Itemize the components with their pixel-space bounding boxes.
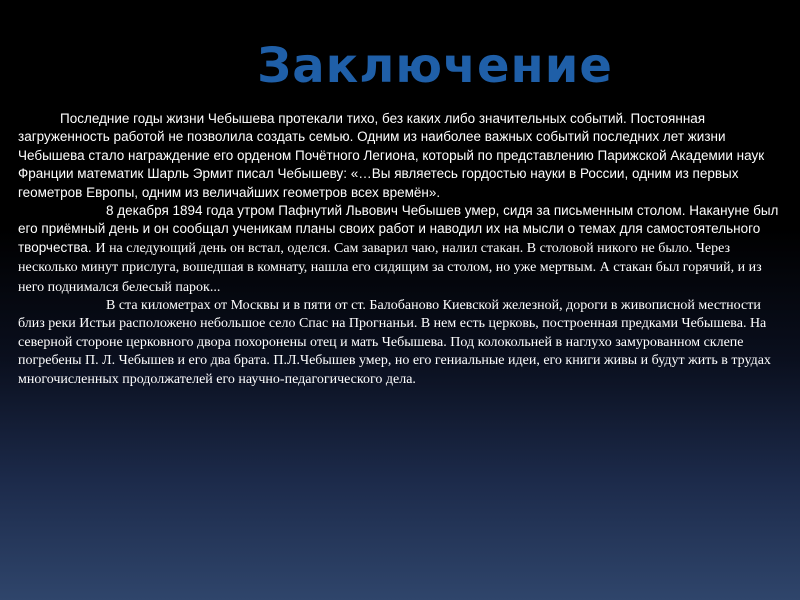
- slide-body: [18, 110, 782, 389]
- paragraph-death-serif: И на следующий день он встал, оделся. Сам заварил чаю, налил стакан. В столовой никого не было. Через несколько минут прислуга, вошедшая в комнату, нашла его сидящим за столом, но уже мертвым. А стакан был горячий, и из него поднимался белесый парок...: [18, 240, 762, 295]
- paragraph-last-years: Последние годы жизни Чебышева протекали тихо, без каких либо значительных событий. Постоянная загруженность работой не позволила создать семью. Одним из наиболее важных событий последних лет жизни Чебышева стало награждение его орденом Почётного Легиона, который по представлению Парижской Академии наук Франции математик Шарль Эрмит писал Чебышеву: «…Вы являетесь гордостью науки в России, одним из первых геометров Европы, одним из величайших геометров всех времён».: [18, 111, 765, 200]
- paragraph-death-sans: 8 декабря 1894 года утром Пафнутий Львович Чебышев умер, сидя за письменным столом. Накануне был его приёмный день и он сообщал ученикам планы своих работ и наводил их на мысли о темах для самостоятельного творчества.: [18, 203, 779, 255]
- slide-title: Заключение: [257, 38, 613, 94]
- paragraph-death: [18, 202, 782, 297]
- paragraph-burial: В ста километрах от Москвы и в пяти от ст. Балобаново Киевской железной, дороги в живописной местности близ реки Истьи расположено небольшое село Спас на Прогнаньи. В нем есть церковь, построенная предками Чебышева. На северной стороне церковного двора похоронены отец и мать Чебышева. Под колокольней в наглухо замурованном склепе погребены П. Л. Чебышев и его два брата. П.Л.Чебышев умер, но его гениальные идеи, его книги живы и будут жить в трудах многочисленных продолжателей его научно-педагогического дела.: [18, 298, 771, 387]
